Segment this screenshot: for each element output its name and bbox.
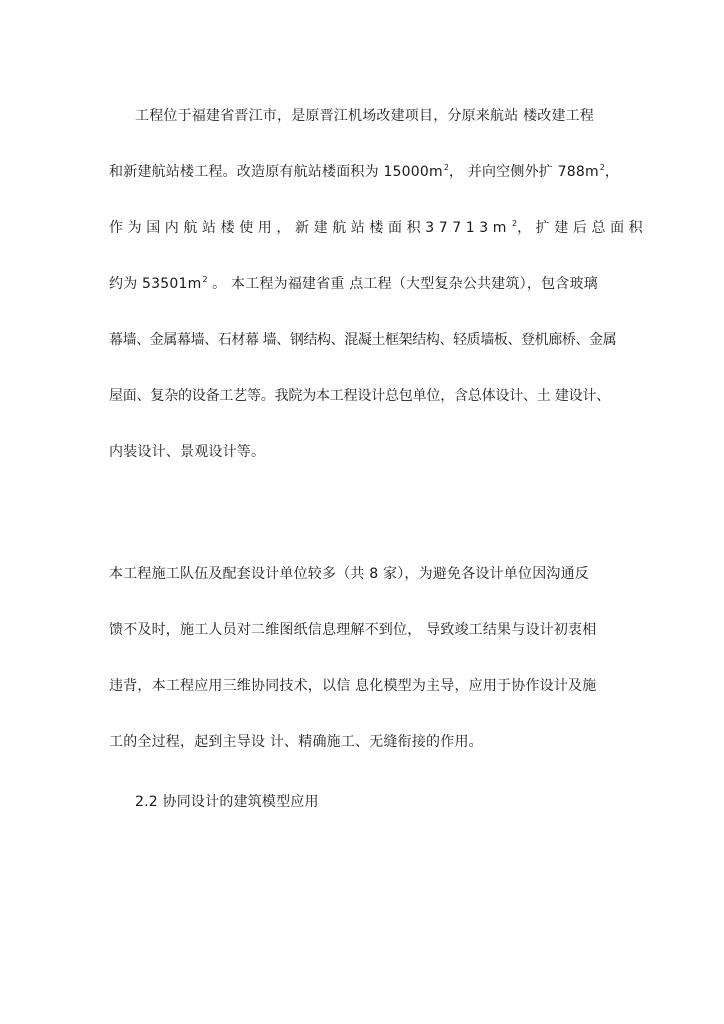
text: 和新建航站楼工程。改造原有航站楼面积为 15000m (109, 164, 443, 180)
text: 作为国内航站楼使用，新建航站楼面积37713m (109, 220, 511, 236)
heading-text: 2.2 协同设计的建筑模型应用 (135, 794, 319, 810)
text: ， 并向空侧外扩 788m (448, 164, 599, 180)
superscript: 2 (599, 163, 605, 172)
paragraph-1-line-7 (109, 442, 265, 462)
superscript: 2 (511, 219, 518, 228)
section-heading (135, 792, 319, 812)
paragraph-1-line-5 (109, 330, 616, 350)
text: 违背，本工程应用三维协同技术，以信 息化模型为主导，应用于协作设计及施 (109, 678, 597, 694)
paragraph-1-line-1 (135, 106, 594, 126)
text: 本工程施工队伍及配套设计单位较多（共 8 家），为避免各设计单位因沟通反 (109, 566, 590, 582)
text: ，扩建后总面积 (517, 220, 648, 236)
text: 内装设计、景观设计等。 (109, 444, 266, 460)
superscript: 2 (202, 275, 208, 284)
paragraph-2-line-1 (109, 564, 589, 584)
text: 工的全过程，起到主导设 计、精确施工、无缝衔接的作用。 (109, 734, 483, 750)
superscript: 2 (443, 163, 449, 172)
text: ， (604, 164, 620, 180)
paragraph-2-line-4 (109, 732, 483, 752)
text: 。 本工程为福建省重 点工程（大型复杂公共建筑），包含玻璃 (207, 276, 598, 292)
text: 约为 53501m (109, 276, 202, 292)
paragraph-2-line-2 (109, 620, 596, 640)
paragraph-1-line-4 (109, 274, 598, 294)
paragraph-1-line-2 (109, 162, 619, 182)
paragraph-1-line-6 (109, 386, 610, 406)
paragraph-1-line-3 (109, 218, 648, 238)
text: 馈不及时，施工人员对二维图纸信息理解不到位， 导致竣工结果与设计初衷相 (109, 622, 597, 638)
text: 工程位于福建省晋江市，是原晋江机场改建项目，分原来航站 楼改建工程 (135, 108, 595, 124)
text: 屋面、复杂的设备工艺等。我院为本工程设计总包单位，含总体设计、土 建设计、 (109, 388, 611, 404)
text: 幕墙、金属幕墙、石材幕 墙、钢结构、混凝土框架结构、轻质墙板、登机廊桥、金属 (109, 332, 617, 348)
paragraph-2-line-3 (109, 676, 596, 696)
